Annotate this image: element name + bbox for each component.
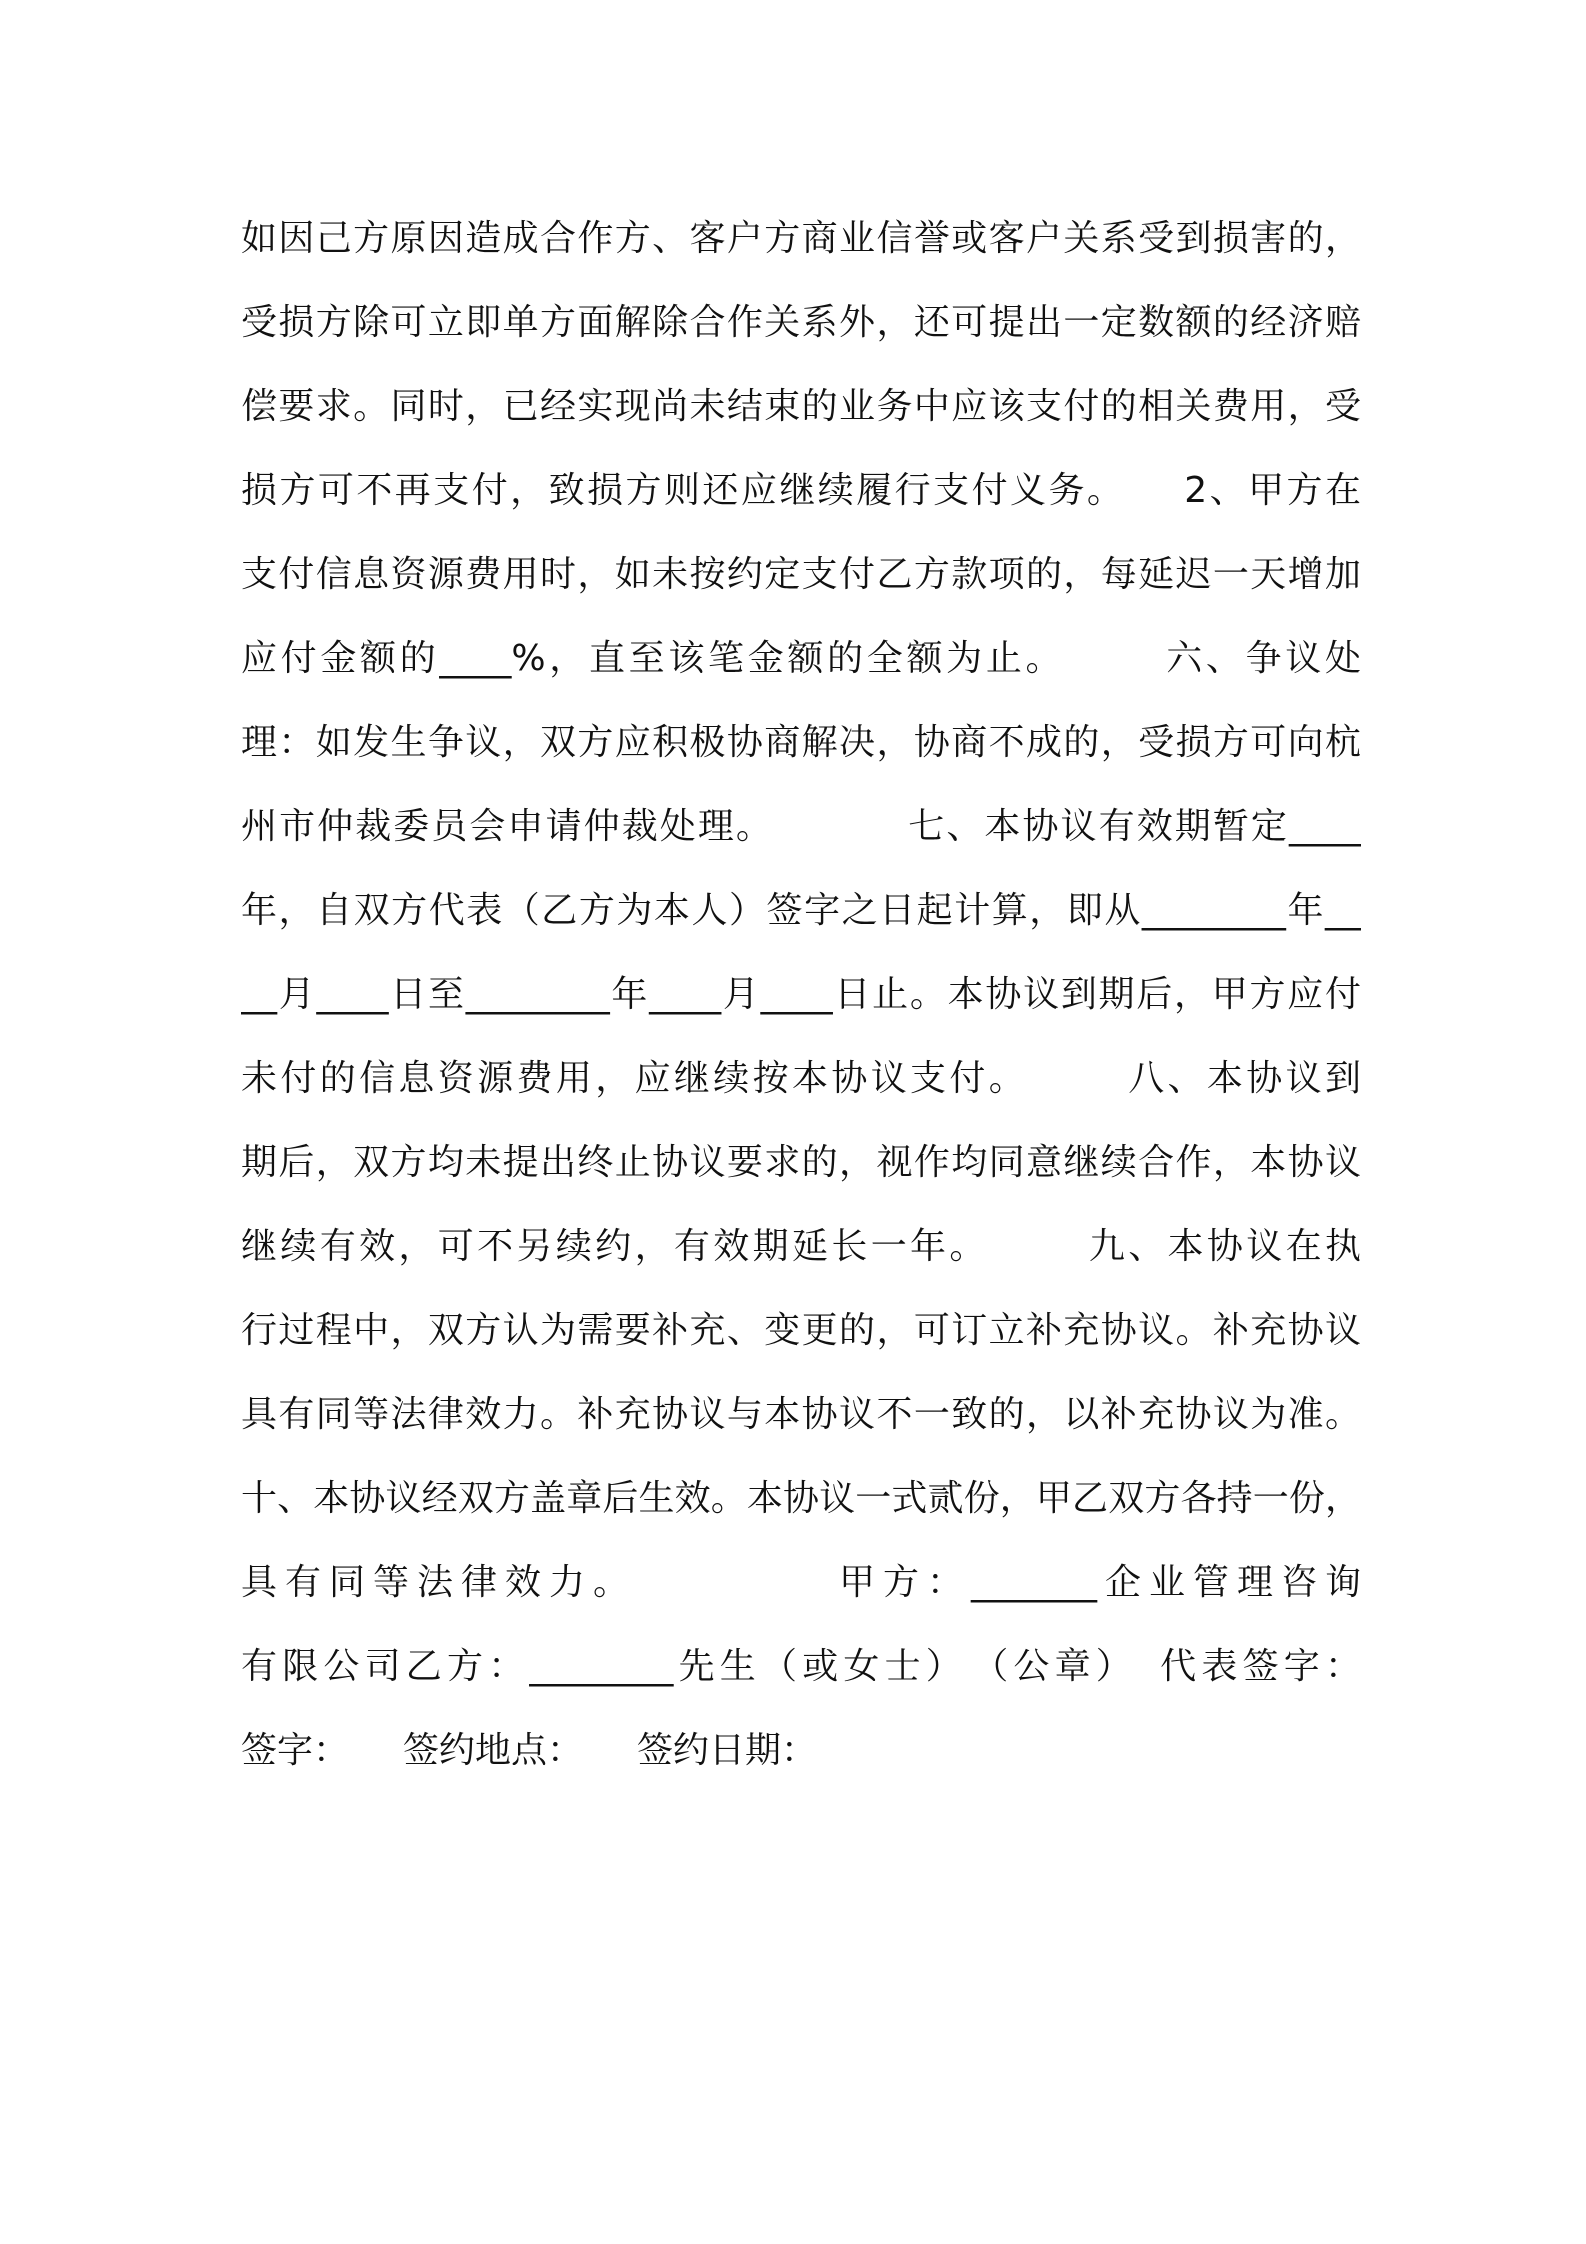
text-line-1: 如因己方原因造成合作方、客户方商业信誉或客户关系受到损害的， — [241, 218, 1361, 259]
text-line-11: 未付的信息资源费用，应继续按本协议支付。 八、本协议到 — [241, 1058, 1361, 1099]
text-line-5: 支付信息资源费用时，如未按约定支付乙方款项的，每延迟一天增加 — [241, 554, 1361, 595]
text-line-14: 行过程中，双方认为需要补充、变更的，可订立补充协议。补充协议 — [241, 1310, 1361, 1351]
text-line-8: 州市仲裁委员会申请仲裁处理。 七、本协议有效期暂定____ — [241, 806, 1361, 847]
text-line-19: 签字： 签约地点： 签约日期： — [241, 1730, 818, 1771]
text-line-9: 年，自双方代表（乙方为本人）签字之日起计算，即从________年__ — [241, 890, 1361, 931]
text-line-16: 十、本协议经双方盖章后生效。本协议一式贰份，甲乙双方各持一份， — [241, 1478, 1361, 1519]
text-line-18: 有限公司乙方：________先生（或女士） （公章） 代表签字： — [241, 1646, 1361, 1687]
text-line-6: 应付金额的____%，直至该笔金额的全额为止。 六、争议处 — [241, 638, 1361, 679]
text-line-3: 偿要求。同时，已经实现尚未结束的业务中应该支付的相关费用，受 — [241, 386, 1361, 427]
text-line-12: 期后，双方均未提出终止协议要求的，视作均同意继续合作，本协议 — [241, 1142, 1361, 1183]
text-line-10: __月____日至________年____月____日止。本协议到期后，甲方应付 — [241, 974, 1361, 1015]
text-line-4: 损方可不再支付，致损方则还应继续履行支付义务。 2、甲方在 — [241, 470, 1361, 511]
text-line-17: 具有同等法律效力。 甲方：_______企业管理咨询 — [241, 1562, 1361, 1603]
contract-body — [241, 197, 1361, 1793]
text-line-13: 继续有效，可不另续约，有效期延长一年。 九、本协议在执 — [241, 1226, 1361, 1267]
text-line-2: 受损方除可立即单方面解除合作关系外，还可提出一定数额的经济赔 — [241, 302, 1361, 343]
text-line-7: 理：如发生争议，双方应积极协商解决，协商不成的，受损方可向杭 — [241, 722, 1361, 763]
text-line-15: 具有同等法律效力。补充协议与本协议不一致的，以补充协议为准。 — [241, 1394, 1361, 1435]
